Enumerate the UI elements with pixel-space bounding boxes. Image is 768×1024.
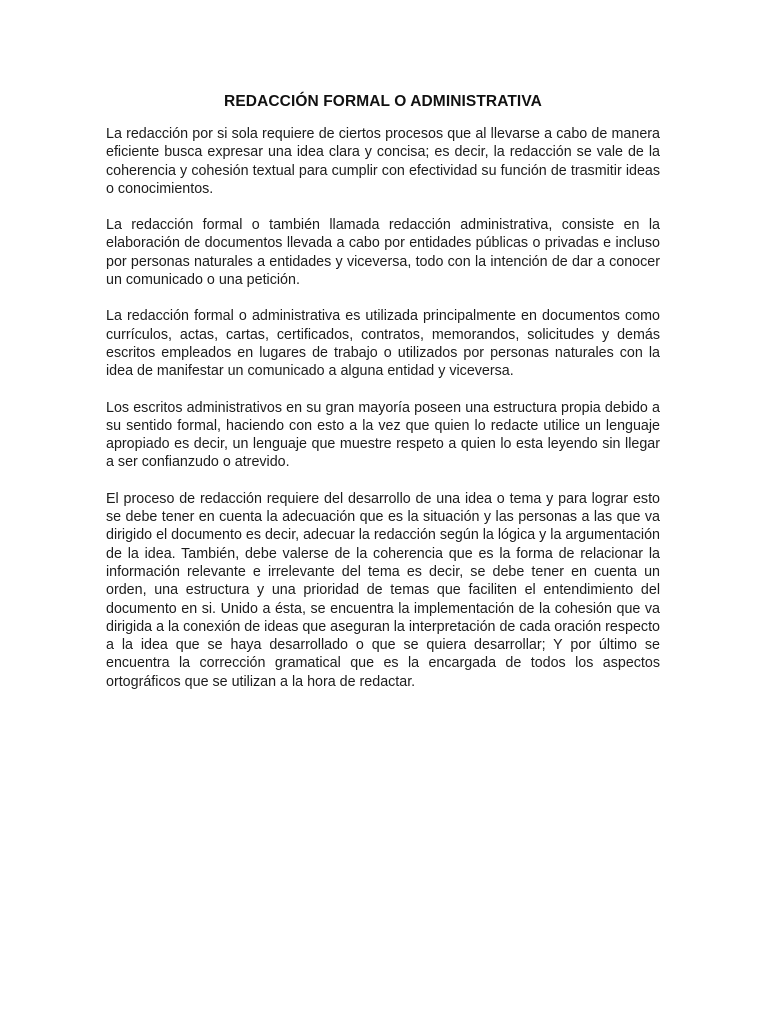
document-title: REDACCIÓN FORMAL O ADMINISTRATIVA: [224, 93, 542, 110]
paragraph-2: La redacción formal o también llamada redacción administrativa, consiste en la elaboración de documentos llevada a cabo por entidades públicas o privadas e incluso por personas naturales a entidades y viceversa, todo con la intención de dar a conocer un comunicado o una petición.: [106, 217, 660, 289]
paragraph-4: Los escritos administrativos en su gran mayoría poseen una estructura propia debido a su sentido formal, haciendo con esto a la vez que quien lo redacte utilice un lenguaje apropiado es decir, un lenguaje que muestre respeto a quien lo esta leyendo sin llegar a ser confianzudo o atrevido.: [106, 399, 660, 471]
paragraph-3: La redacción formal o administrativa es utilizada principalmente en documentos como currículos, actas, cartas, certificados, contratos, memorandos, solicitudes y demás escritos empleados en lugares de trabajo o utilizados por personas naturales con la idea de manifestar un comunicado a alguna entidad y viceversa.: [106, 308, 660, 380]
document-body: [106, 125, 660, 709]
paragraph-5: El proceso de redacción requiere del desarrollo de una idea o tema y para lograr esto se debe tener en cuenta la adecuación que es la situación y las personas a las que va dirigido el documento es decir, adecuar la redacción según la lógica y la argumentación de la idea. También, debe valerse de la coherencia que es la forma de relacionar la información relevante e irrelevante del tema es decir, se debe tener en cuenta un orden, una estructura y una prioridad de temas que faciliten el entendimiento del documento en si. Unido a ésta, se encuentra la implementación de la cohesión que va dirigida a la conexión de ideas que aseguran la interpretación de cada oración respecto a la idea que se haya desarrollado o que se quiera desarrollar; Y por último se encuentra la corrección gramatical que es la encargada de todos los aspectos ortográficos que se utilizan a la hora de redactar.: [106, 490, 660, 690]
paragraph-1: La redacción por si sola requiere de ciertos procesos que al llevarse a cabo de manera eficiente busca expresar una idea clara y concisa; es decir, la redacción se vale de la coherencia y cohesión textual para cumplir con efectividad su función de trasmitir ideas o conocimientos.: [106, 126, 660, 197]
